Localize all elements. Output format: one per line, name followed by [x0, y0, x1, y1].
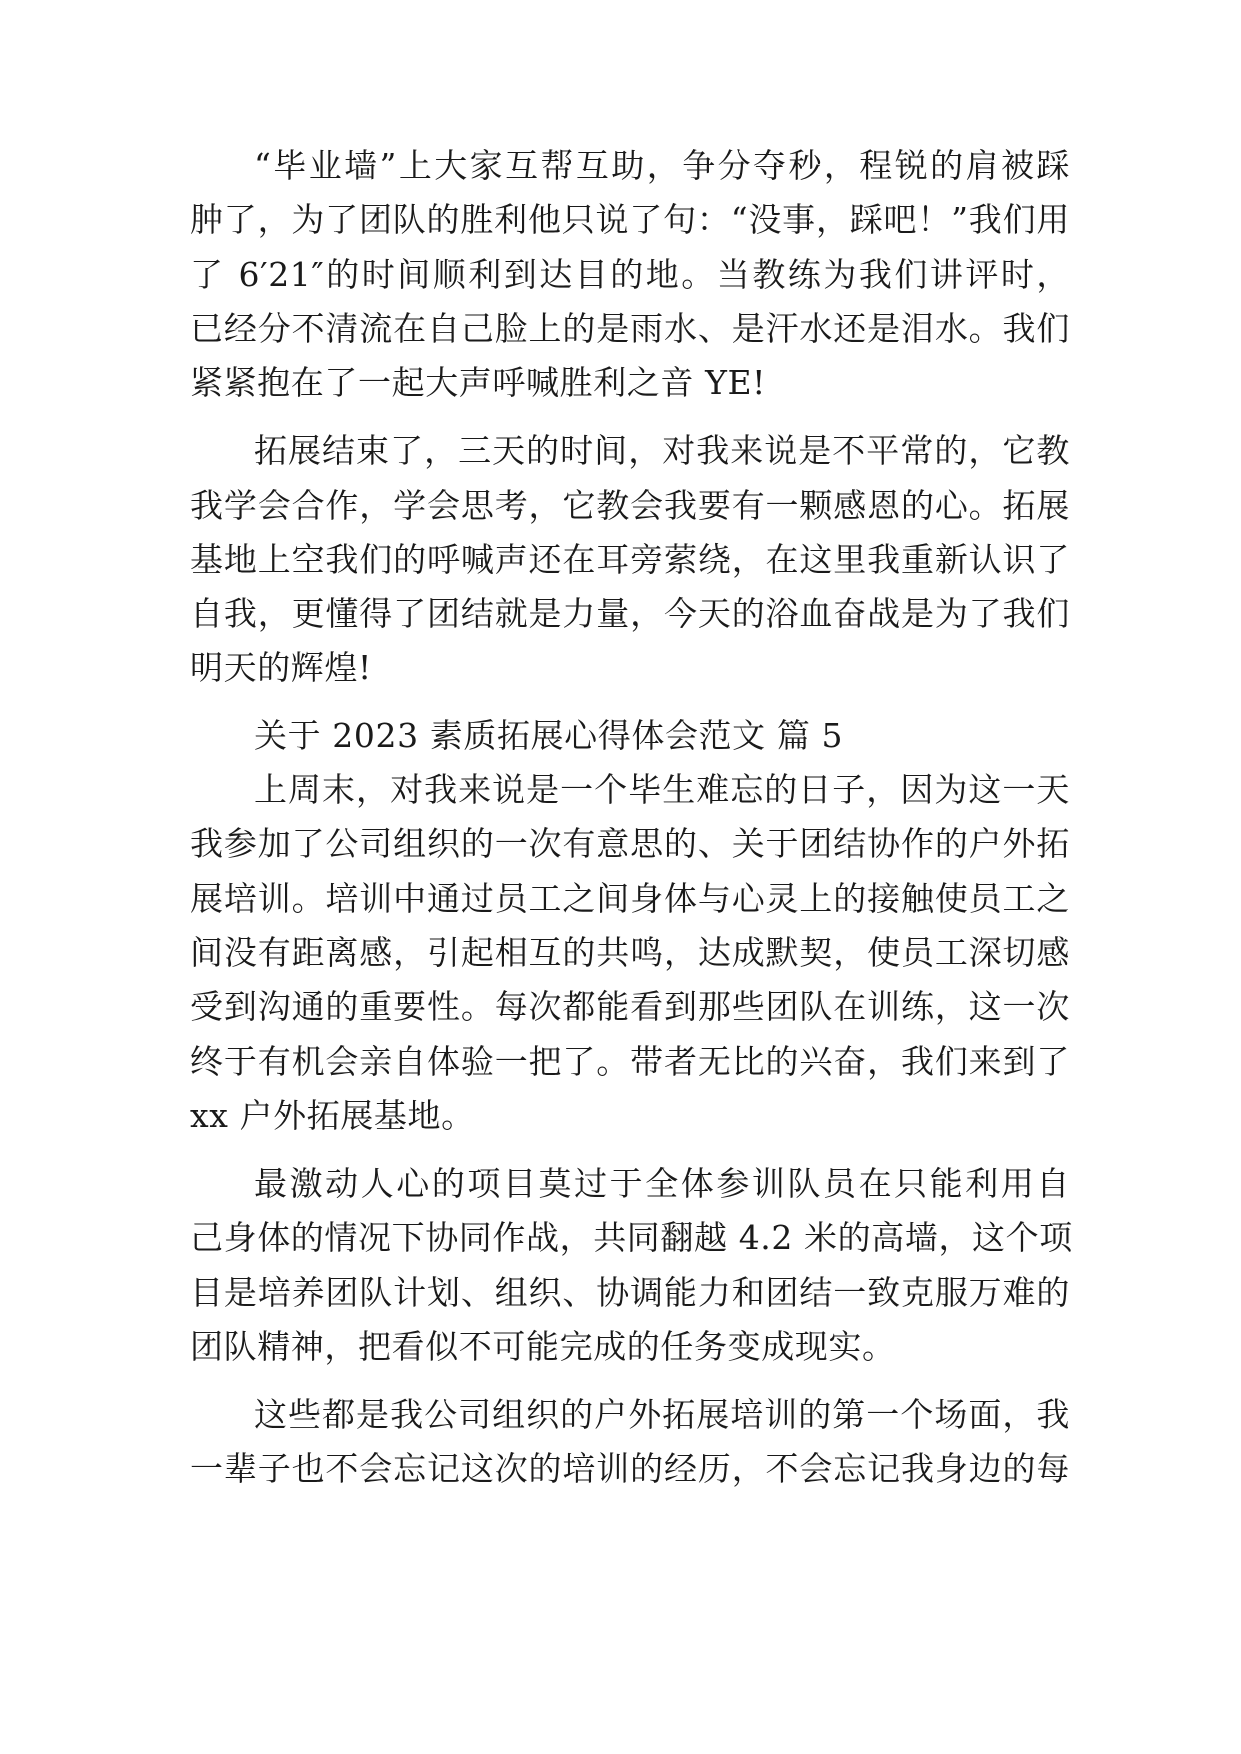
text-line: 己身体的情况下协同作战，共同翻越 4.2 米的高墙，这个项: [190, 1218, 1073, 1257]
text-line: 最激动人心的项目莫过于全体参训队员在只能利用自: [254, 1164, 1070, 1203]
text-line: 目是培养团队计划、组织、协调能力和团结一致克服万难的: [190, 1273, 1070, 1312]
text-line: 终于有机会亲自体验一把了。带者无比的兴奋，我们来到了: [190, 1042, 1070, 1081]
text-line: 基地上空我们的呼喊声还在耳旁萦绕，在这里我重新认识了: [190, 540, 1070, 579]
text-line: 团队精神，把看似不可能完成的任务变成现实。: [190, 1327, 896, 1366]
text-line: “毕业墙”上大家互帮互助，争分夺秒，程锐的肩被踩: [254, 146, 1070, 185]
text-line: 了 6′21″的时间顺利到达目的地。当教练为我们讲评时，: [190, 255, 1070, 294]
text-line: 明天的辉煌!: [190, 648, 372, 687]
text-line: 拓展结束了，三天的时间，对我来说是不平常的，它教: [254, 431, 1070, 470]
text-line: 展培训。培训中通过员工之间身体与心灵上的接触使员工之: [190, 879, 1070, 918]
text-line: 我学会合作，学会思考，它教会我要有一颗感恩的心。拓展: [190, 486, 1070, 525]
text-line: 我参加了公司组织的一次有意思的、关于团结协作的户外拓: [190, 824, 1070, 863]
text-line: 紧紧抱在了一起大声呼喊胜利之音 YE!: [190, 363, 767, 402]
text-line: xx 户外拓展基地。: [190, 1096, 475, 1135]
text-line: 自我，更懂得了团结就是力量，今天的浴血奋战是为了我们: [190, 594, 1070, 633]
text-line: 这些都是我公司组织的户外拓展培训的第一个场面，我: [254, 1395, 1070, 1434]
text-line: 一辈子也不会忘记这次的培训的经历，不会忘记我身边的每: [190, 1449, 1070, 1488]
text-line: 已经分不清流在自己脸上的是雨水、是汗水还是泪水。我们: [190, 309, 1070, 348]
text-line: 间没有距离感，引起相互的共鸣，达成默契，使员工深切感: [190, 933, 1070, 972]
text-line: 肿了，为了团队的胜利他只说了句：“没事，踩吧！”我们用: [190, 200, 1070, 239]
text-line: 受到沟通的重要性。每次都能看到那些团队在训练，这一次: [190, 987, 1070, 1026]
section-heading: 关于 2023 素质拓展心得体会范文 篇 5: [254, 716, 844, 755]
text-line: 上周末，对我来说是一个毕生难忘的日子，因为这一天: [254, 770, 1070, 809]
